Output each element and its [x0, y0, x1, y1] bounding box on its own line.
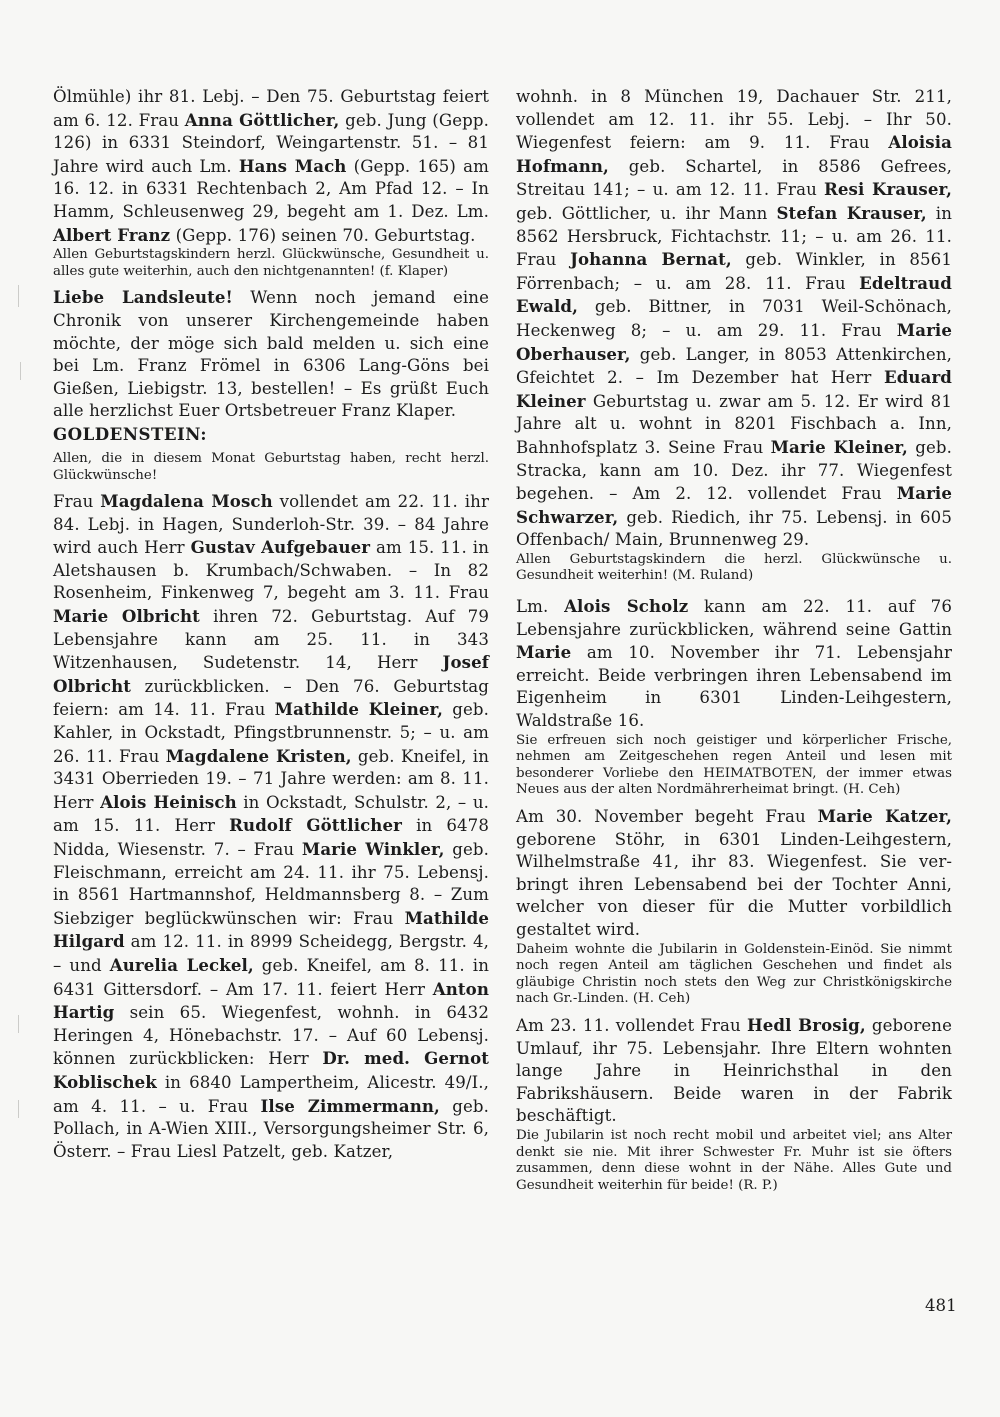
- greeting-note: [53, 247, 489, 280]
- text-run: geb. Göttlicher, u. ihr Mann: [516, 203, 777, 223]
- scan-mark: [18, 1100, 22, 1118]
- person-name: Alois Scholz: [564, 596, 689, 617]
- text-run: am 15. 11. in Aletshausen b. Krumbach/Schwaben. – In 82 Rosenheim, Finkenweg 7, begeht am 3. 11. Frau: [53, 538, 489, 603]
- person-name: Liebe Landsleute!: [53, 287, 233, 308]
- person-name: Aloisia Hofmann,: [516, 132, 952, 176]
- text-run: Allen Geburtstagskindern die herzl. Glückwünsche u. Gesundheit weiterhin! (M. Ruland): [516, 551, 952, 584]
- person-name: Ilse Zimmermann,: [260, 1095, 440, 1116]
- text-run: geb. Winkler, in 8561 Förrenbach; – u. am 28. 11. Frau: [516, 250, 952, 293]
- person-name: Marie Oberhauser,: [516, 319, 952, 364]
- text-run: zurückblicken. – Den 76. Geburtstag feiern: am 14. 11. Frau: [53, 676, 489, 720]
- article-paragraph: [53, 490, 489, 1163]
- text-run: wohnh. in 8 München 19, Dachauer Str. 211, vollendet am 12. 11. ihr 55. Lebj. – Ihr 50. Wiegenfest feiern: am 9. 11. Frau: [516, 87, 952, 153]
- text-run: in 8562 Hersbruck, Fichtachstr. 11; – u. am 26. 11. Frau: [516, 203, 952, 270]
- person-name: Marie Kleiner,: [770, 436, 908, 457]
- person-name: Marie: [516, 642, 572, 663]
- person-name: Anton Hartig: [53, 978, 489, 1023]
- article-paragraph: [516, 805, 952, 942]
- text-run: Lm.: [516, 597, 565, 617]
- page-number: 481: [925, 1296, 957, 1315]
- person-name: Johanna Bernat,: [570, 249, 732, 270]
- text-run: Wenn noch jemand eine Chronik von unserer Kirchengemeinde haben möchte, der möge sich bald melden u. sich eine bei Lm. Franz Frömel in 6306 Lang-Göns bei Gießen, Liebigstr. 13, bestellen! – Es grüßt Euch alle herzlichst Euer Ortsbetreuer Franz Klaper.: [53, 288, 490, 421]
- text-run: am 12. 11. in 8999 Scheidegg, Bergstr. 4, – und: [53, 932, 489, 975]
- text-run: geborene Umlauf, ihr 75. Lebensjahr. Ihre Eltern wohnten lange Jahre in Heinrichsthal in den Fabrikshäusern. Beide waren in der Fabrik beschäftigt.: [516, 1015, 952, 1126]
- greeting-note: [516, 733, 952, 799]
- person-name: Marie Winkler,: [301, 839, 445, 859]
- person-name: Rudolf Göttlicher: [229, 815, 402, 836]
- text-run: vollendet am 22. 11. ihr 84. Lebj. in Hagen, Sunderloh-Str. 39. – 84 Jahre wird auch Herr: [53, 492, 489, 558]
- person-name: Aurelia Leckel,: [109, 954, 254, 975]
- right-column: [516, 86, 952, 1194]
- person-name: Marie Katzer,: [817, 806, 952, 826]
- text-run: geb. Fleischmann, erreicht am 24. 11. ihr 75. Lebensj. in 8561 Hartmannshof, Heldmannsberg 8. – Zum Siebziger beglückwünschen wir: Frau: [53, 840, 489, 928]
- text-run: am 10. November ihr 71. Lebensjahr erreicht. Beide verbringen ihren Lebensabend im Eigenheim in 6301 Linden-Leihgestern, Waldstraße 16.: [516, 643, 952, 731]
- left-column: [53, 86, 489, 1163]
- greeting-note: [516, 942, 952, 1008]
- greeting-note: [516, 552, 952, 585]
- person-name: Eduard Kleiner: [516, 367, 952, 411]
- text-run: Am 30. November begeht Frau: [516, 807, 818, 826]
- text-run: geb. Riedich, ihr 75. Lebensj. in 605 Offenbach/ Main, Brunnenweg 29.: [516, 507, 952, 550]
- text-run: Am 23. 11. vollendet Frau: [516, 1015, 747, 1035]
- text-run: Frau: [53, 492, 101, 512]
- article-paragraph: [516, 86, 952, 552]
- person-name: Magdalene Kristen,: [165, 745, 352, 766]
- text-run: (Gepp. 176) seinen 70. Geburtstag.: [170, 225, 476, 245]
- text-run: geb. Bittner, in 7031 Weil-Schönach, Heckenweg 8; – u. am 29. 11. Frau: [516, 297, 952, 340]
- person-name: Edeltraud Ewald,: [516, 272, 952, 317]
- text-run: geb. Kneifel, in 3431 Oberrieden 19. – 71 Jahre werden: am 8. 11. Herr: [53, 746, 489, 812]
- article-paragraph: [516, 1014, 952, 1128]
- text-run: geborene Stöhr, in 6301 Linden-Leihgestern, Wilhelmstraße 41, ihr 83. Wiegenfest. Sie verbringt ihren Lebensabend bei der Tochter Anni, welcher von dieser für die Mutter vorbildlich gestaltet wird.: [516, 829, 952, 939]
- scan-mark: [20, 362, 24, 380]
- person-name: Stefan Krauser,: [776, 202, 927, 223]
- text-run: Die Jubilarin ist noch recht mobil und arbeitet viel; ans Alter denkt sie nie. Mit ihrer Schwester Fr. Muhr ist sie öfters zusammen, denn diese wohnt in der Nähe. Alles Gute und Gesundheit weiterhin für beide! (R. P.): [516, 1127, 952, 1193]
- text-run: in 6478 Nidda, Wiesenstr. 7. – Frau: [53, 816, 489, 859]
- text-run: in Ockstadt, Schulstr. 2, – u. am 15. 11. Herr: [53, 792, 489, 836]
- person-name: Mathilde Hilgard: [53, 907, 489, 952]
- text-run: geb. Kahler, in Ockstadt, Pfingstbrunnenstr. 5; – u. am 26. 11. Frau: [53, 700, 489, 766]
- person-name: Gustav Aufgebauer: [190, 537, 371, 558]
- text-run: Geburtstag u. zwar am 5. 12. Er wird 81 Jahre alt u. wohnt in 8201 Fischbach a. Inn, Bahnhofsplatz 3. Seine Frau: [516, 391, 952, 457]
- text-run: geb. Langer, in 8053 Attenkirchen, Gfeichtet 2. – Im Dezember hat Herr: [516, 344, 952, 388]
- section-heading: GOLDENSTEIN:: [53, 423, 207, 444]
- text-run: Daheim wohnte die Jubilarin in Goldenstein-Einöd. Sie nimmt noch regen Anteil am täglichen Geschehen und findet als gläubige Christin noch stets den Weg zur Christkönigskirche nach Gr.-Linden. (H. Ceh): [516, 941, 952, 1007]
- person-name: Magdalena Mosch: [100, 491, 273, 512]
- text-run: geb. Pollach, in A-Wien XIII., Versorgungsheimer Str. 6, Österr. – Frau Liesl Patzelt, geb. Katzer,: [53, 1096, 489, 1161]
- greeting-note: [53, 451, 489, 484]
- text-run: geb. Jung (Gepp. 126) in 6331 Steindorf, Weingartenstr. 51. – 81 Jahre wird auch Lm.: [53, 110, 489, 176]
- scan-mark: [18, 285, 22, 307]
- person-name: Josef Olbricht: [53, 652, 489, 696]
- article-paragraph: [53, 86, 489, 247]
- person-name: Dr. med. Gernot Koblischek: [53, 1048, 490, 1092]
- person-name: Hedl Brosig,: [746, 1014, 866, 1035]
- text-run: sein 65. Wiegenfest, wohnh. in 6432 Heringen 4, Hönebachstr. 17. – Auf 60 Lebensj. können zurückblicken: Herr: [53, 1003, 489, 1069]
- text-run: Ölmühle) ihr 81. Lebj. – Den 75. Geburtstag feiert am 6. 12. Frau: [53, 87, 489, 130]
- person-name: Albert Franz: [53, 224, 171, 245]
- text-run: Allen, die in diesem Monat Geburtstag haben, recht herzl. Glückwünsche!: [53, 450, 489, 483]
- text-run: Allen Geburtstagskindern herzl. Glückwünsche, Gesundheit u. alles gute weiterhin, auch den nichtgenannten! (f. Klaper): [53, 247, 489, 279]
- article-paragraph: [516, 595, 952, 733]
- person-name: Marie Schwarzer,: [516, 483, 952, 527]
- person-name: Anna Göttlicher,: [184, 109, 340, 130]
- text-run: (Gepp. 165) am 16. 12. in 6331 Rechtenbach 2, Am Pfad 12. – In Hamm, Schleusenweg 29, begeht am 1. Dez. Lm.: [53, 156, 489, 221]
- person-name: Resi Krauser,: [823, 179, 952, 200]
- text-run: ihren 72. Geburtstag. Auf 79 Lebensjahre kann am 25. 11. in 343 Witzenhausen, Sudetenstr. 14, Herr: [53, 607, 489, 673]
- text-run: geb. Stracka, kann am 10. Dez. ihr 77. Wiegenfest begehen. – Am 2. 12. vollendet Frau: [516, 437, 952, 504]
- text-run: geb. Kneifel, am 8. 11. in 6431 Gittersdorf. – Am 17. 11. feiert Herr: [53, 955, 489, 999]
- person-name: Mathilde Kleiner,: [274, 699, 444, 720]
- greeting-note: [516, 1128, 952, 1194]
- person-name: Hans Mach: [238, 155, 347, 176]
- scan-mark: [18, 1015, 22, 1033]
- text-run: kann am 22. 11. auf 76 Lebensjahre zurückblicken, während seine Gattin: [516, 597, 952, 639]
- person-name: Alois Heinisch: [100, 791, 237, 812]
- text-run: in 6840 Lampertheim, Alicestr. 49/I., am 4. 11. – u. Frau: [53, 1072, 489, 1116]
- text-run: geb. Schartel, in 8586 Gefrees, Streitau 141; – u. am 12. 11. Frau: [516, 156, 952, 200]
- text-run: Sie erfreuen sich noch geistiger und körperlicher Frische, nehmen am Zeitgeschehen regen Anteil und lesen mit besonderer Vorliebe den HEIMATBOTEN, der immer etwas Neues aus der alten Nordmährerheimat bringt. (H. Ceh): [516, 732, 952, 798]
- article-paragraph: [53, 286, 489, 423]
- person-name: Marie Olbricht: [53, 606, 200, 627]
